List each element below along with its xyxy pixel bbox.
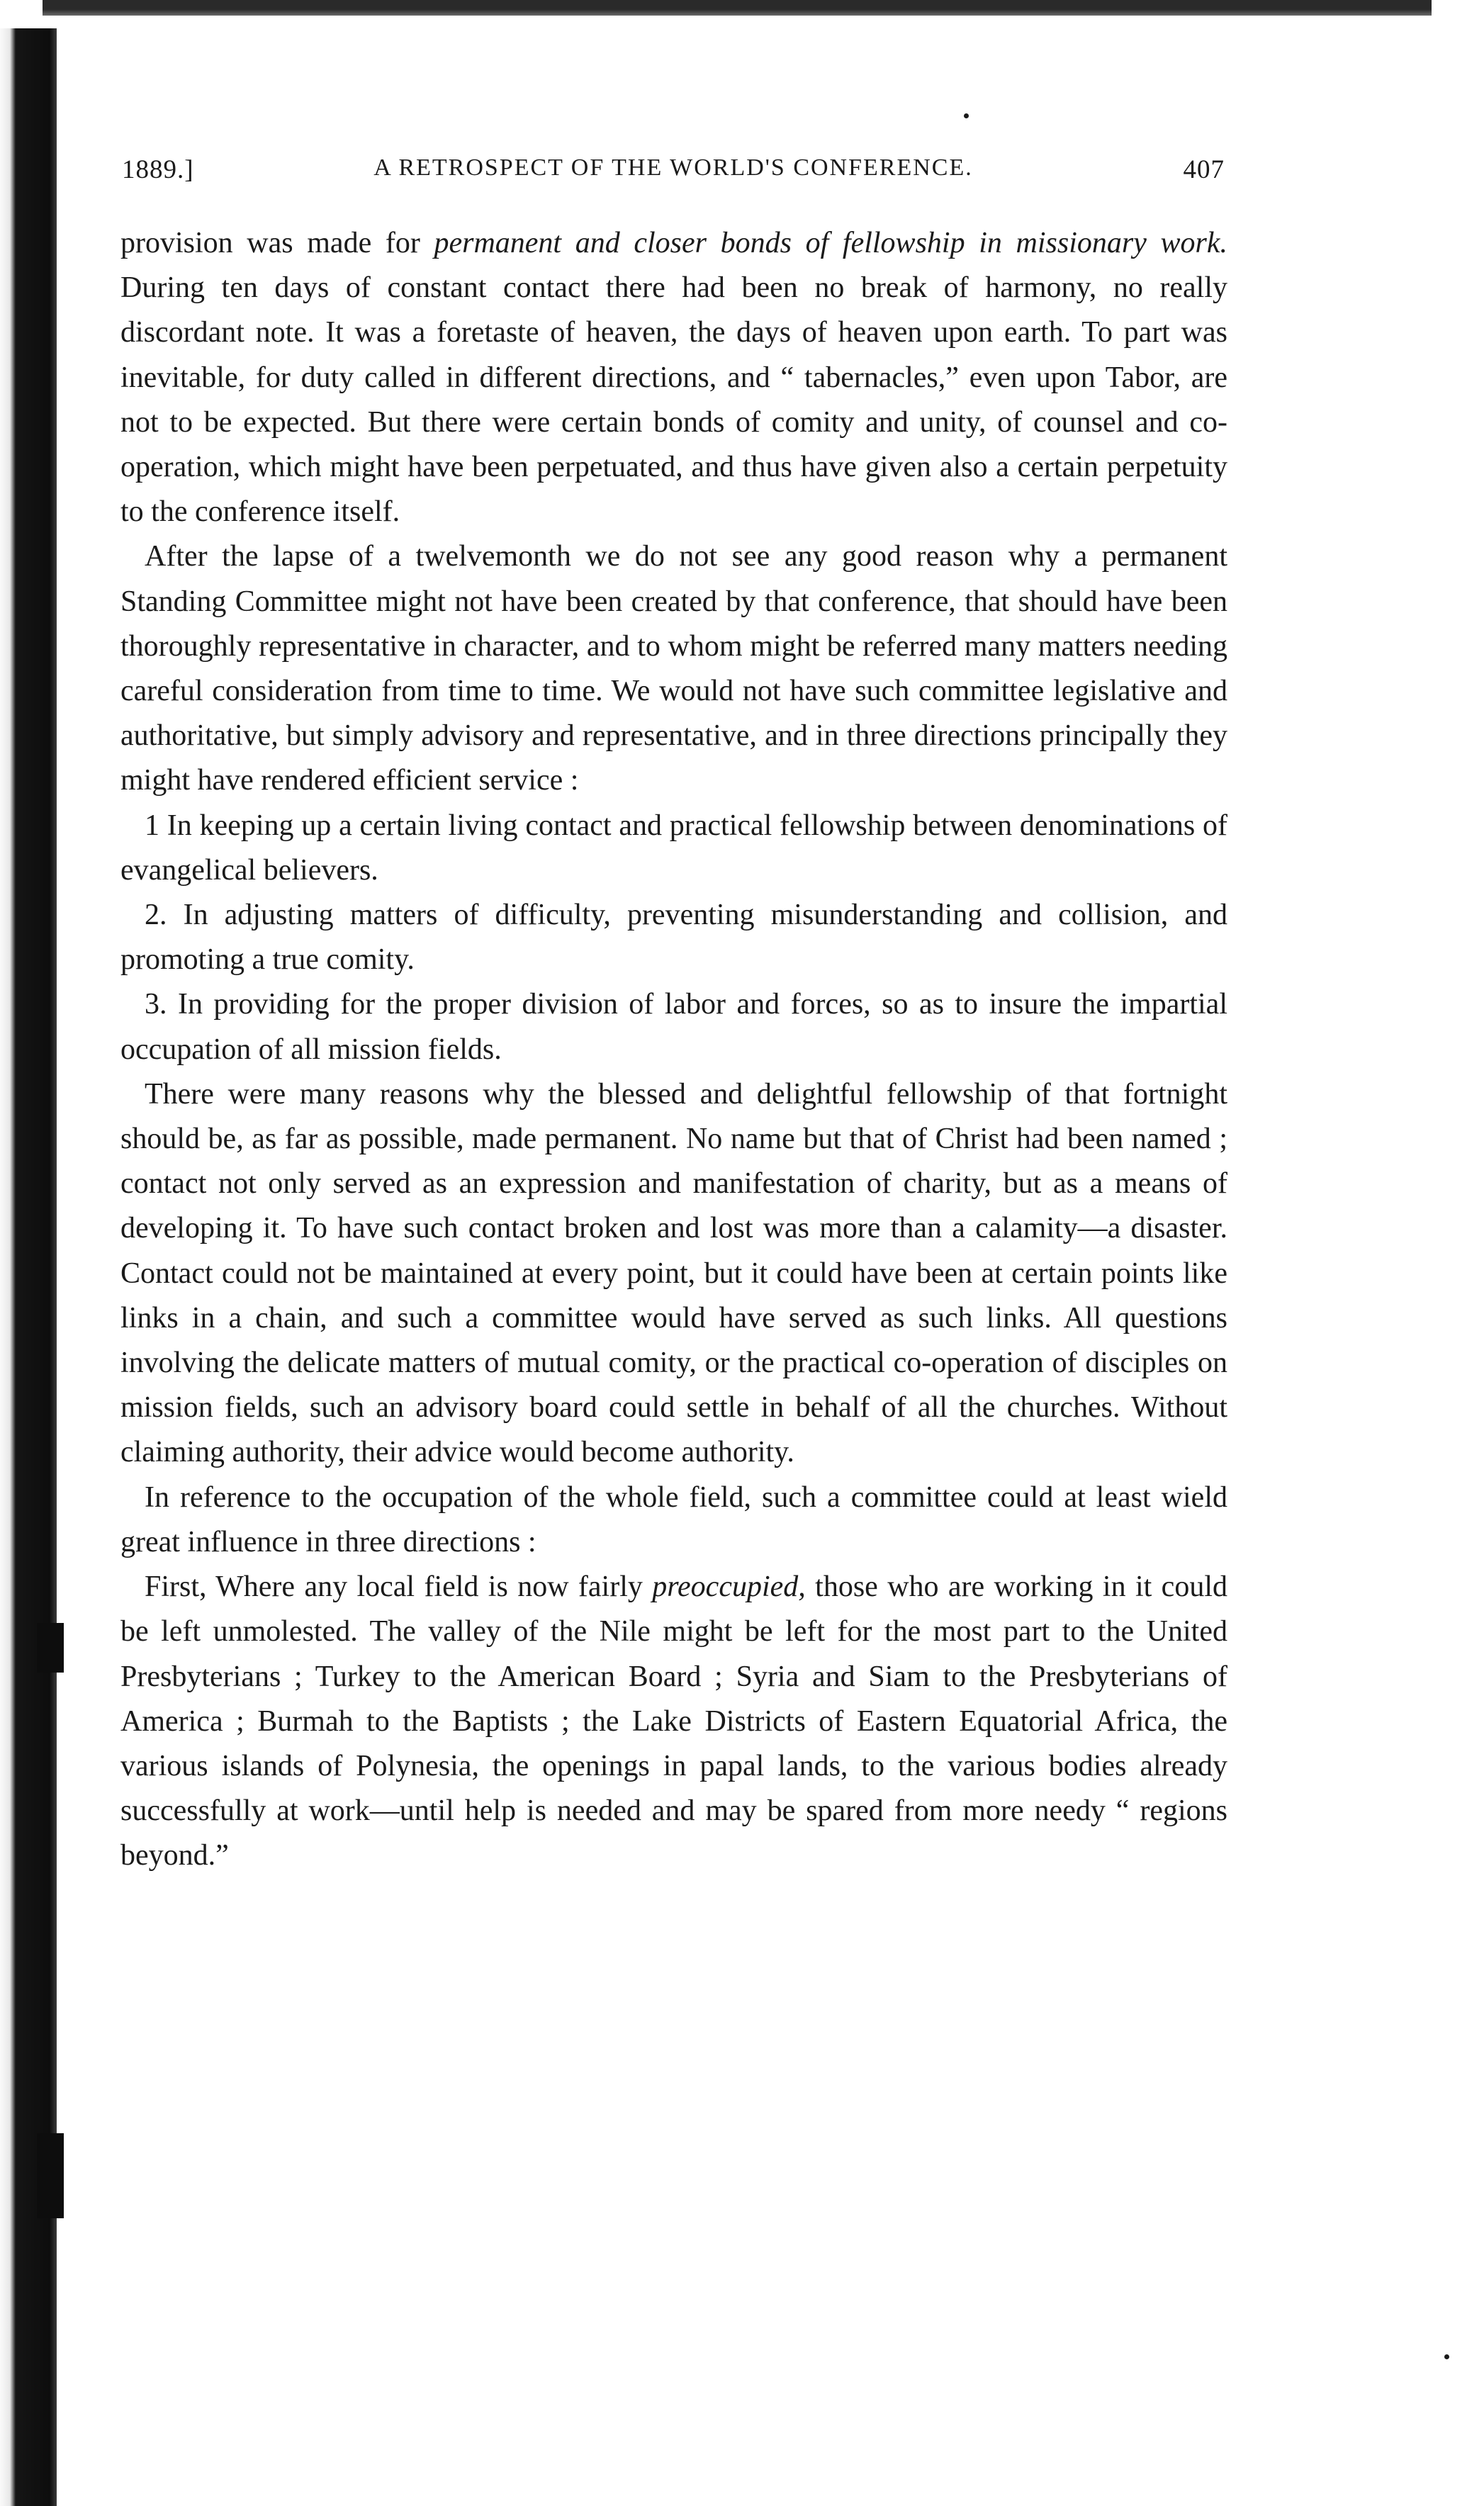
list-item-1: 1 In keeping up a certain living contact and practical fellowship between denominations of evangelical believers. [120, 809, 1227, 887]
stray-mark [964, 113, 969, 118]
list-item-2: 2. In adjusting matters of difficulty, preventing misunderstanding and collision, and promoting a true comity. [120, 899, 1227, 977]
p8-lead: First, Where any local field is now fairly [145, 1571, 653, 1604]
p1-emphasis: permanent and closer bonds of fellowship in missionary work. [434, 227, 1227, 259]
binding-notch [37, 1623, 64, 1673]
body-text [120, 221, 1227, 1879]
paragraph-6: There were many reasons why the blessed and delightful fellowship of that fortnight should be, as far as possible, made permanent. No name but that of Christ had been named ; contact not only served as an expression and manifestation of charity, but as a means of developing it. To have such contact broken and lost was more than a calamity—a disaster. Contact could not be maintained at every point, but it could have been at certain points like links in a chain, and such a committee would have served as such links. All questions involving the delicate matters of mutual comity, or the practical co-operation of disciples on mission fields, such an advisory board could settle in behalf of all the churches. Without claiming authority, their advice would become authority. [120, 1077, 1227, 1469]
binding-notch [37, 2133, 64, 2218]
scan-top-edge [43, 0, 1432, 16]
header-year: 1889.] [122, 155, 194, 184]
paragraph-7: In reference to the occupation of the whole field, such a committee could at least wield great influence in three directions : [120, 1480, 1227, 1558]
p1-lead: provision was made for [120, 227, 434, 259]
list-item-3: 3. In providing for the proper division of labor and forces, so as to insure the impartial occupation of all mission fields. [120, 988, 1227, 1066]
paragraph-8 [120, 1565, 1227, 1878]
p1-tail: During ten days of constant contact there had been no break of harmony, no really discordant note. It was a foretaste of heaven, the days of heaven upon earth. To part was inevitable, for duty called in different directions, and “ tabernacles,” even upon Tabor, are not to be expected. But there were certain bonds of comity and unity, of counsel and co-operation, which might have been perpetuated, and thus have given also a certain perpetuity to the conference itself. [120, 271, 1227, 529]
p8-emphasis: preoccupied, [652, 1571, 806, 1604]
running-header [122, 154, 1225, 197]
page-number: 407 [1183, 155, 1225, 184]
p8-tail: those who are working in it could be left unmolested. The valley of the Nile might be left for the most part to the United Presbyterians ; Turkey to the American Board ; Syria and Siam to the Presbyterians of America ; Burmah to the Baptists ; the Lake Districts of Eastern Equatorial Africa, the various islands of Polynesia, the openings in papal lands, to the various bodies already successfully at work—until help is needed and may be spared from more needy “ regions beyond.” [120, 1571, 1227, 1872]
paragraph-2: After the lapse of a twelvemonth we do not see any good reason why a permanent Standing Committee might not have been created by that conference, that should have been thoroughly representative in character, and to whom might be referred many matters needing careful consideration from time to time. We would not have such committee legislative and authoritative, but simply advisory and representative, and in three directions principally they might have rendered efficient service : [120, 540, 1227, 797]
paragraph-1 [120, 221, 1227, 534]
stray-mark [1444, 2354, 1449, 2359]
header-running-title: A RETROSPECT OF THE WORLD'S CONFERENCE. [373, 154, 973, 181]
